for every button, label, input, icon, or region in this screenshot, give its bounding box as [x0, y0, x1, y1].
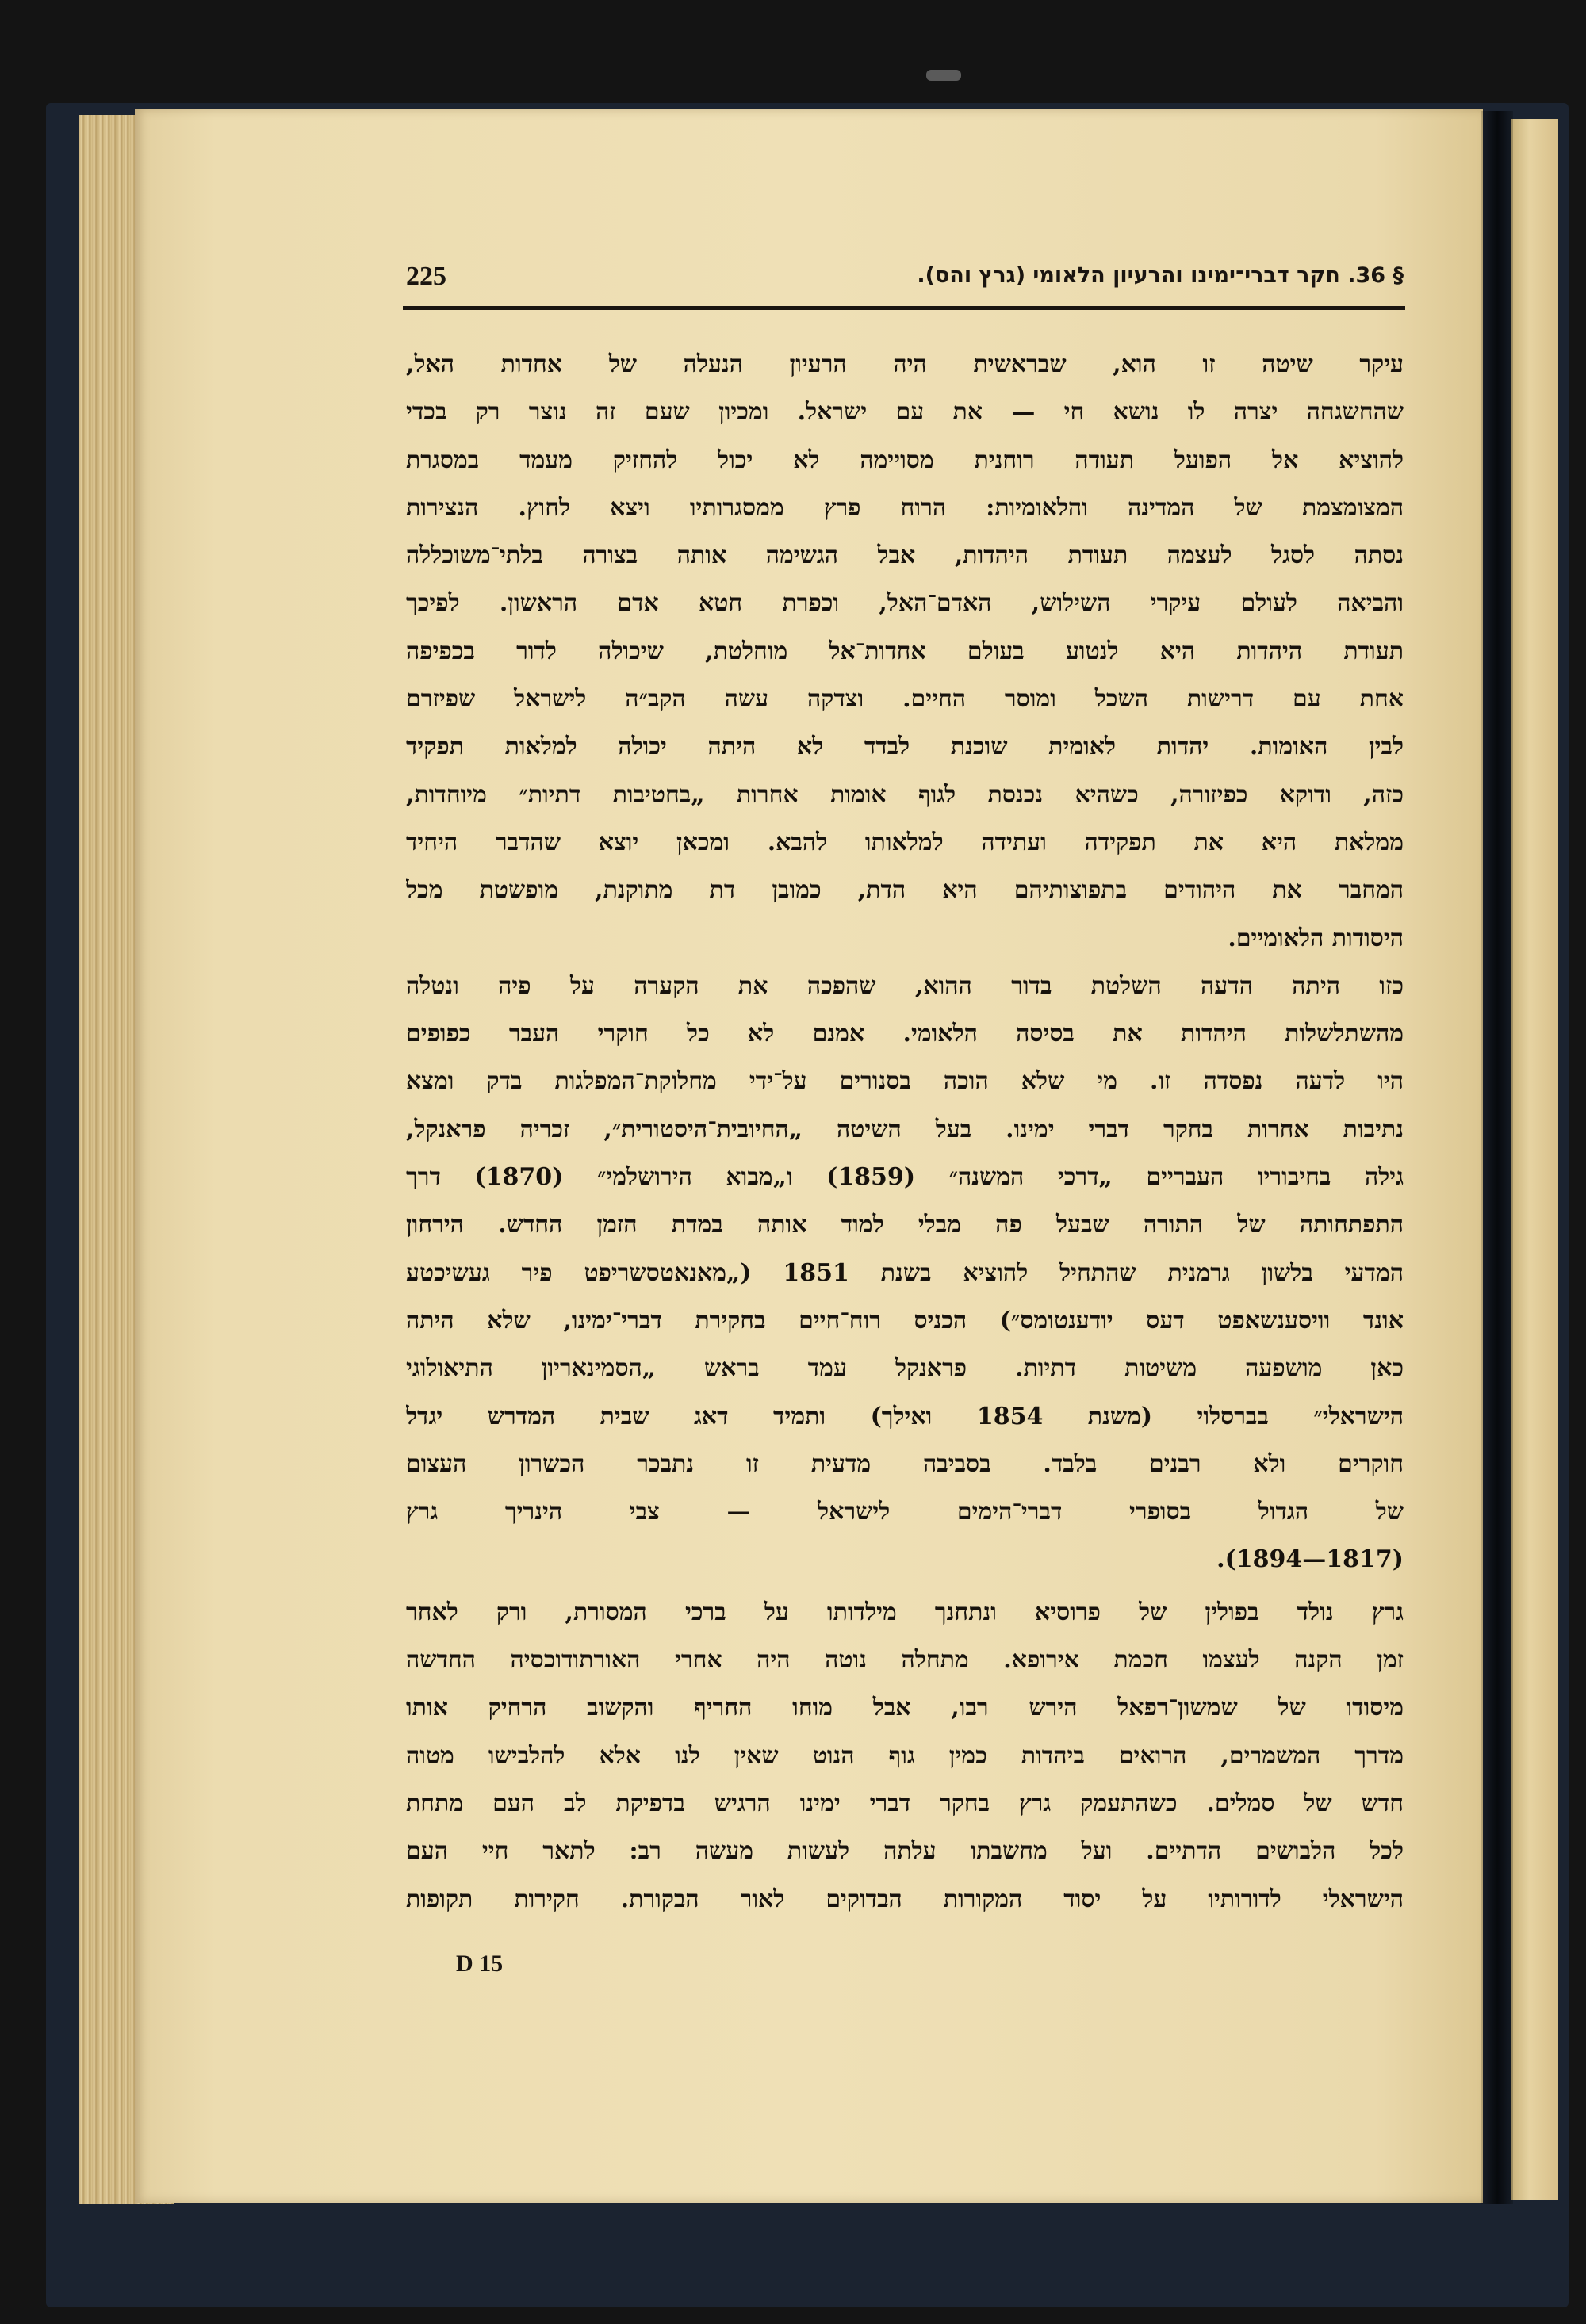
text-line: עיקר שיטה זו הוא, שבראשית היה הרעיון הנעלה של אחדות האל, — [406, 350, 1404, 378]
text-line: נסתה לסגל לעצמה תעודת היהדות, אבל הגשימה אותה בצורה בלתי־משוכללה — [406, 542, 1404, 570]
text-line: היו לדעה נפסדה זו. מי שלא הוכה בסנורים על־ידי מחלוקת־המפלגות בדק ומצא — [406, 1067, 1404, 1096]
text-line: לכל הלבושים הדתיים. ועל מחשבתו עלתה לעשות מעשה רב: לתאר חיי העם — [406, 1837, 1404, 1866]
text-line: המחבר את היהודים בתפוצותיהם היא הדת, כמובן דת מתוקנת, מופשטת מכל — [406, 876, 1404, 905]
text-line: זמן הקנה לעצמו חכמת אירופא. מתחלה נוטה היה אחרי האורתודוכסיה החדשה — [406, 1646, 1404, 1675]
text-line: כאן מושפעה משיטות דתיות. פראנקל עמד בראש „הסמינאריון התיאולוגי — [406, 1354, 1404, 1383]
text-line: היסודות הלאומיים. — [1228, 924, 1404, 952]
text-line: לבין האומות. יהדות לאומית שוכנת לבדד לא היתה יכולה למלאות תפקיד — [406, 733, 1404, 761]
bookmark-tab — [926, 70, 961, 81]
body-text — [406, 341, 1404, 1924]
text-line: גילה בחיבוריו העבריים „דרכי המשנה״ (1859) ו„מבוא הירושלמי״ (1870) דרך — [406, 1163, 1404, 1192]
next-page-edge — [1511, 119, 1558, 2200]
text-line: התפתחותה של התורה שבעל פה מבלי למוד אותה במדת הזמן החדש. הירחון — [406, 1211, 1404, 1239]
printer-signature: D 15 — [456, 1951, 504, 1977]
text-line: להוציא אל הפועל תעודה רוחנית מסויימה לא יכול להחזיק מעמד במסגרת — [406, 446, 1404, 474]
text-line: והביאה לעולם עיקרי השילוש, האדם־האל, וכפרת חטא אדם הראשון. לפיכך — [406, 589, 1404, 618]
text-line: הישראלי״ בברסלוי (משנת 1854 ואילך) ותמיד דאג שבית המדרש יגדל — [406, 1402, 1404, 1430]
text-line: חוקרים ולא רבנים בלבד. בסביבה מדעית זו נתבכר הכשרון העצום — [406, 1449, 1404, 1478]
paragraph-1 — [406, 341, 1404, 963]
text-line: כזה, ודוקא כפיזורה, כשהיא נכנסת לגוף אומות אחרות „בחטיבות דתיות״ מיוחדות, — [406, 780, 1404, 809]
text-line: מהשתלשלות היהדות את בסיסה הלאומי. אמנם לא כל חוקרי העבר כפופים — [406, 1020, 1404, 1048]
text-line: המצומצמת של המדינה והלאומיות: הרוח פרץ ממסגרותיו ויצא לחוץ. הנצירות — [406, 493, 1404, 522]
text-line: תעודת היהדות היא לנטוע בעולם אחדות־אל מוחלטת, שיכולה לדור בכפיפה — [406, 637, 1404, 665]
text-line: מדרך המשמרים, הרואים ביהדות כמין גוף הנוט שאין לנו אלא להלבישו מטוה — [406, 1741, 1404, 1770]
running-header — [406, 262, 1404, 306]
text-line: חדש של סמלים. כשהתעמק גרץ בחקר דברי ימינו הרגיש בדפיקת לב העם מתחת — [406, 1789, 1404, 1817]
text-line: מיסודו של שמשון־רפאל הירש רבו, אבל מוחו החריף והקשוב הרחיק אותו — [406, 1694, 1404, 1722]
text-line: ממלאת היא את תפקידה ועתידה למלאותו להבא. ומכאן יוצא שהדבר היחיד — [406, 828, 1404, 856]
text-line: המדעי בלשון גרמנית שהתחיל להוציא בשנת 1851 („מאנאטסשריפט פיר געשיכטע — [406, 1258, 1404, 1287]
text-line: של הגדול בסופרי דברי־הימים לישראל — צבי הינריך גרץ — [406, 1498, 1404, 1526]
running-title: § 36. חקר דברי־ימינו והרעיון הלאומי (גרץ והס). — [917, 263, 1404, 288]
text-line: הישראלי לדורותיו על יסוד המקורות הבדוקים לאור הבקורת. חקירות תקופות — [406, 1885, 1404, 1913]
text-line: אונד וויסענשאפט דעס יודענטומס״) הכניס רוח־חיים בחקירת דברי־ימינו, שלא היתה — [406, 1306, 1404, 1334]
paragraph-3 — [406, 1589, 1404, 1924]
text-line: נתיבות אחרות בחקר דברי ימינו. בעל השיטה „החיובית־היסטורית״, זכריה פראנקל, — [406, 1115, 1404, 1143]
header-rule — [403, 306, 1405, 310]
text-line: גרץ נולד בפולין של פרוסיא ונתחנך מילדותו על ברכי המסורת, ורק לאחר — [406, 1598, 1404, 1626]
text-line: כזו היתה הדעה השלטת בדור ההוא, שהפכה את הקערה על פיה ונטלה — [406, 971, 1404, 1000]
text-line: שהחשגחה יצרה לו נושא חי — את עם ישראל. ומכיון שעם זה נוצר רק בכדי — [406, 398, 1404, 427]
gutter-shadow — [1481, 111, 1513, 2204]
page-number: 225 — [406, 262, 446, 291]
text-line: אחת עם דרישות השכל ומוסר החיים. וצדקה עשה הקב״ה לישראל שפיזרם — [406, 685, 1404, 714]
paragraph-2 — [406, 963, 1404, 1584]
text-line: (1817—1894). — [1216, 1545, 1404, 1574]
